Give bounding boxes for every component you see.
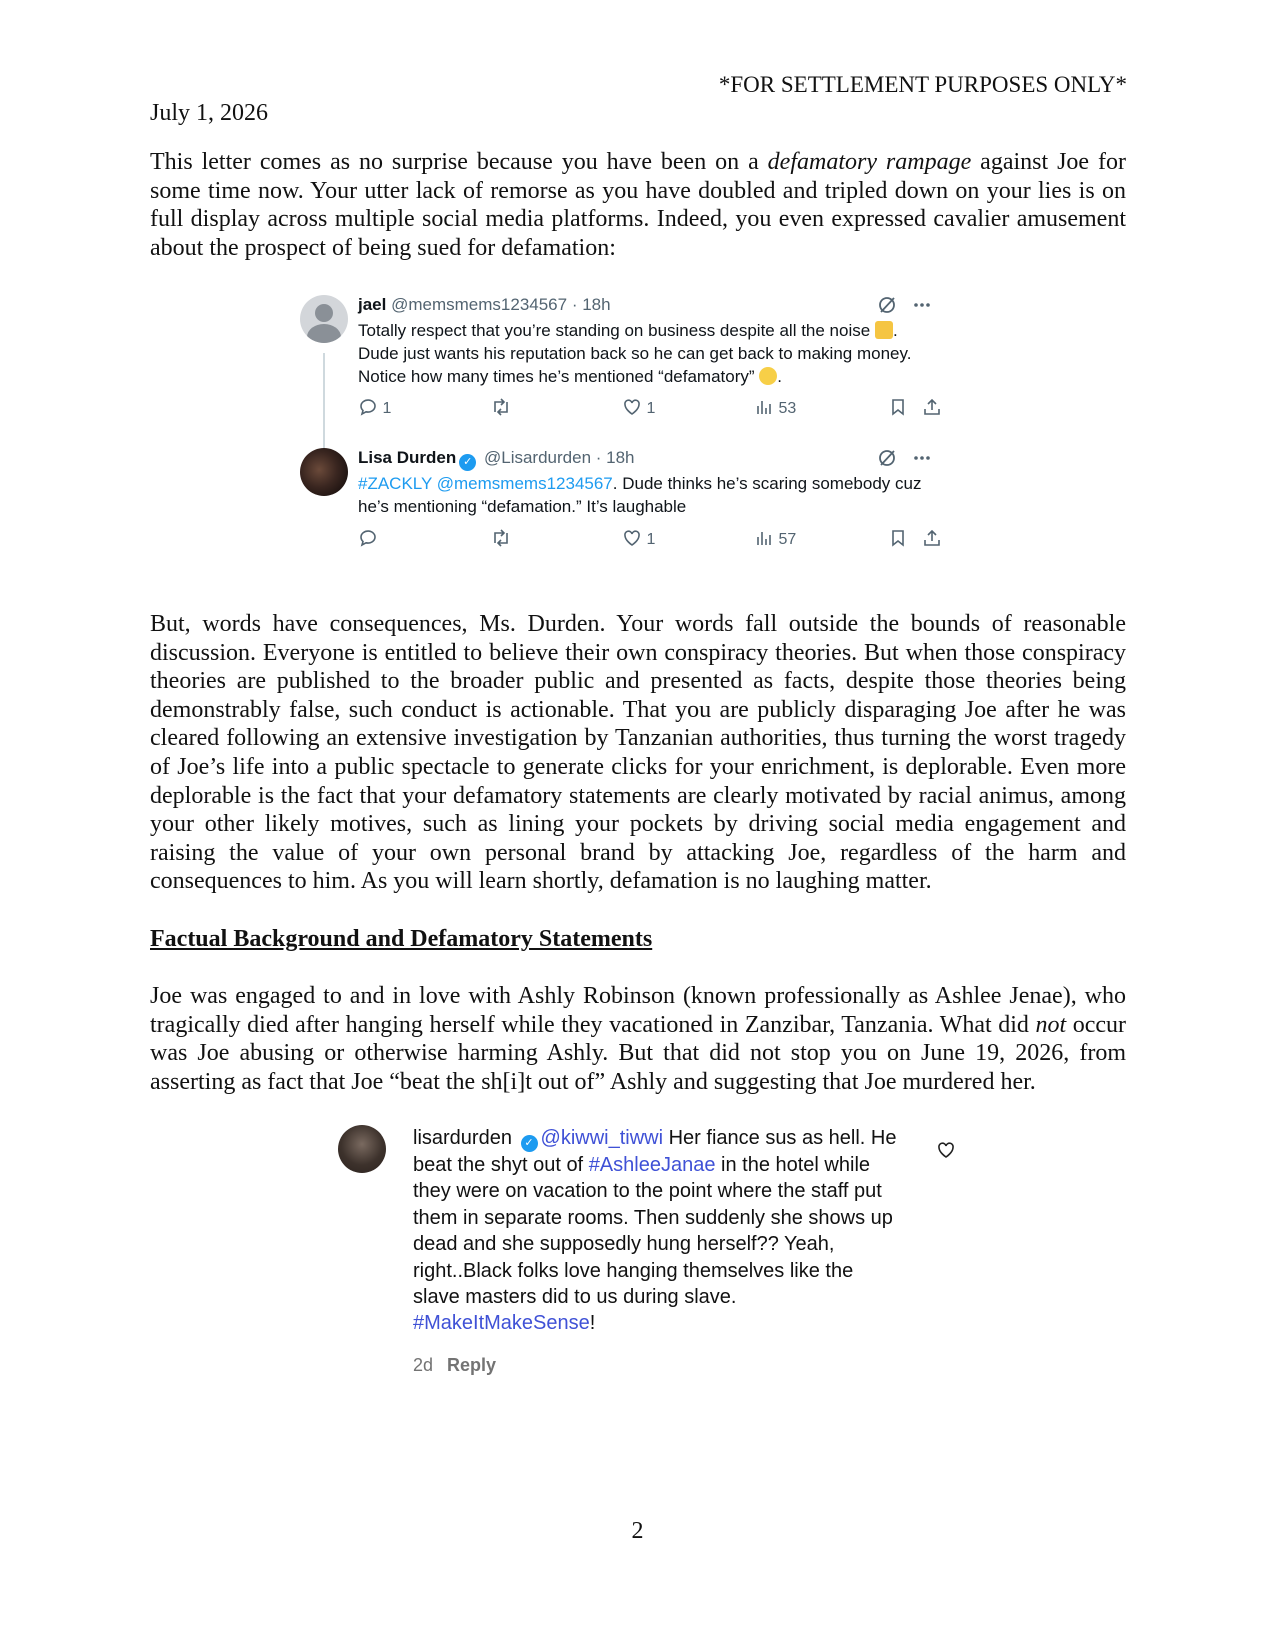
share-icon — [922, 528, 942, 548]
tweet-text-line: Totally respect that you’re standing on business despite all the noise — [358, 321, 875, 340]
tweet-text — [358, 472, 958, 518]
like-icon — [622, 397, 642, 417]
crown-emoji — [875, 321, 893, 339]
tweet-text-line: . Dude thinks he’s scaring somebody cuz — [612, 474, 922, 493]
tweet-text-line: Dude just wants his reputation back so he can get back to making money. — [358, 344, 912, 363]
bookmark-icon — [888, 528, 908, 548]
reply-icon — [358, 528, 378, 548]
comment-time: 2d — [413, 1355, 434, 1375]
hashtag-link[interactable]: #ZACKLY — [358, 474, 433, 493]
views-button[interactable] — [754, 528, 796, 549]
tweet-author-name[interactable]: jael — [358, 295, 387, 314]
paragraph-background-emphasis: not — [1035, 1011, 1067, 1038]
mention-link[interactable]: @kiwwi_tiwwi — [540, 1127, 664, 1149]
bookmark-button[interactable] — [888, 397, 908, 418]
comment-meta — [413, 1355, 496, 1376]
retweet-button[interactable] — [490, 397, 512, 418]
tweet-text-punct: . — [777, 367, 782, 386]
tweet-time: · 18h — [571, 295, 611, 314]
reply-button[interactable]: Reply — [447, 1355, 497, 1375]
share-icon — [922, 397, 942, 417]
heart-icon[interactable] — [936, 1140, 956, 1165]
section-heading: Factual Background and Defamatory Statements — [150, 926, 653, 952]
tweet-author-name[interactable]: Lisa Durden — [358, 448, 457, 467]
comment-text — [413, 1125, 903, 1337]
letter-date: July 1, 2026 — [150, 100, 269, 126]
more-icon[interactable] — [912, 448, 932, 468]
tweet-header — [358, 295, 611, 315]
paragraph-intro-start: This letter comes as no surprise because you have been on a — [150, 149, 768, 175]
retweet-icon — [490, 397, 512, 417]
tweet-actions — [358, 528, 938, 552]
reply-button[interactable] — [358, 528, 378, 549]
sweat-smile-emoji — [759, 367, 777, 385]
bookmark-button[interactable] — [888, 528, 908, 549]
views-icon — [754, 528, 774, 548]
verified-badge-icon: ✓ — [521, 1135, 538, 1152]
thread-line — [323, 353, 325, 453]
page-number: 2 — [631, 1518, 644, 1544]
more-icon[interactable] — [912, 295, 932, 315]
tweet-top-icons — [867, 295, 932, 316]
paragraph-background-start: Joe was engaged to and in love with Ashly Robinson (known professionally as Ashlee Jenae), who tragically died after hanging herself while they vacationed in Zanzibar, Tanzania. What did — [150, 983, 1126, 1038]
like-count: 1 — [646, 531, 656, 548]
comment-body: ! — [589, 1312, 596, 1335]
like-button[interactable] — [622, 397, 655, 418]
reply-icon — [358, 397, 378, 417]
reply-count: 1 — [382, 400, 392, 417]
tweet-text-line: he’s mentioning “defamation.” It’s laughable — [358, 497, 687, 516]
instagram-comment — [338, 1125, 958, 1385]
verified-badge-icon: ✓ — [459, 454, 476, 471]
avatar[interactable] — [338, 1125, 386, 1173]
avatar[interactable] — [300, 448, 348, 496]
tweet-text-line: Notice how many times he’s mentioned “defamatory” — [358, 367, 760, 386]
paragraph-intro-end: against Joe for some time now. Your utter lack of remorse as you have doubled and tripled down on your lies is on full display across multiple social media platforms. Indeed, you even expressed cavalier amusement about the prospect of being sued for defamation: — [150, 149, 1127, 261]
like-icon — [622, 528, 642, 548]
comment-body: Her fiance sus as hell. He beat the shyt out of — [413, 1127, 897, 1176]
tweet-author-handle[interactable]: @Lisardurden — [483, 448, 592, 467]
tweet-author-handle[interactable]: @memsmems1234567 — [391, 295, 568, 314]
bookmark-icon — [888, 397, 908, 417]
views-icon — [754, 397, 774, 417]
view-count: 57 — [778, 531, 797, 548]
paragraph-background — [150, 982, 1126, 1096]
tweet-actions — [358, 397, 938, 421]
paragraph-consequences: But, words have consequences, Ms. Durden. Your words fall outside the bounds of reasonable discussion. Everyone is entitled to believe their own conspiracy theories. But when those conspiracy theories are published to the broader public and presented as facts, despite those theories being demonstrably false, such conduct is actionable. That you are publicly disparaging Joe after he was cleared following an extensive investigation by Tanzanian authorities, thus turning the worst tragedy of Joe’s life into a public spectacle to generate clicks for your enrichment, is deplorable. Even more deplorable is the fact that your defamatory statements are clearly motivated by racial animus, among your other likely motives, such as lining your pockets by driving social media engagement and raising the value of your own personal brand by attacking Joe, regardless of the harm and consequences to him. As you will learn shortly, defamation is no laughing matter. — [150, 611, 1126, 895]
hashtag-link[interactable]: #AshleeJanae — [588, 1154, 716, 1176]
hashtag-link[interactable]: #MakeItMakeSense — [413, 1312, 590, 1335]
paragraph-intro — [150, 148, 1126, 262]
tweet-text-punct: . — [892, 321, 898, 340]
reply-button[interactable] — [358, 397, 391, 418]
retweet-button[interactable] — [490, 528, 512, 549]
tweet-header — [358, 448, 635, 471]
tweet-top-icons — [867, 448, 932, 469]
share-button[interactable] — [922, 397, 942, 418]
like-button[interactable] — [622, 528, 655, 549]
tweet-text — [358, 319, 958, 388]
paragraph-intro-emphasis: defamatory rampage — [767, 149, 972, 175]
mention-link[interactable]: @memsmems1234567 — [436, 474, 613, 493]
header-note: *FOR SETTLEMENT PURPOSES ONLY* — [718, 72, 1127, 97]
retweet-icon — [490, 528, 512, 548]
grok-icon[interactable] — [877, 448, 897, 468]
view-count: 53 — [778, 400, 797, 417]
paragraph-background-end: occur was Joe abusing or otherwise harming Ashly. But that did not stop you on June 19, 2026, from asserting as fact that Joe “beat the sh[i]t out of” Ashly and suggesting that Joe murdered her. — [150, 1011, 1127, 1095]
avatar[interactable] — [300, 295, 348, 343]
grok-icon[interactable] — [877, 295, 897, 315]
comment-username[interactable]: lisardurden — [413, 1127, 512, 1149]
twitter-thread — [300, 295, 980, 585]
like-count: 1 — [646, 400, 656, 417]
comment-body: in the hotel while they were on vacation to the point where the staff put them in separate rooms. Then suddenly she shows up dead and she supposedly hung herself?? Yeah, right..Black folks love hanging themselves like the slave masters did to us during slave. — [413, 1154, 893, 1309]
share-button[interactable] — [922, 528, 942, 549]
views-button[interactable] — [754, 397, 796, 418]
tweet-time: · 18h — [595, 448, 635, 467]
